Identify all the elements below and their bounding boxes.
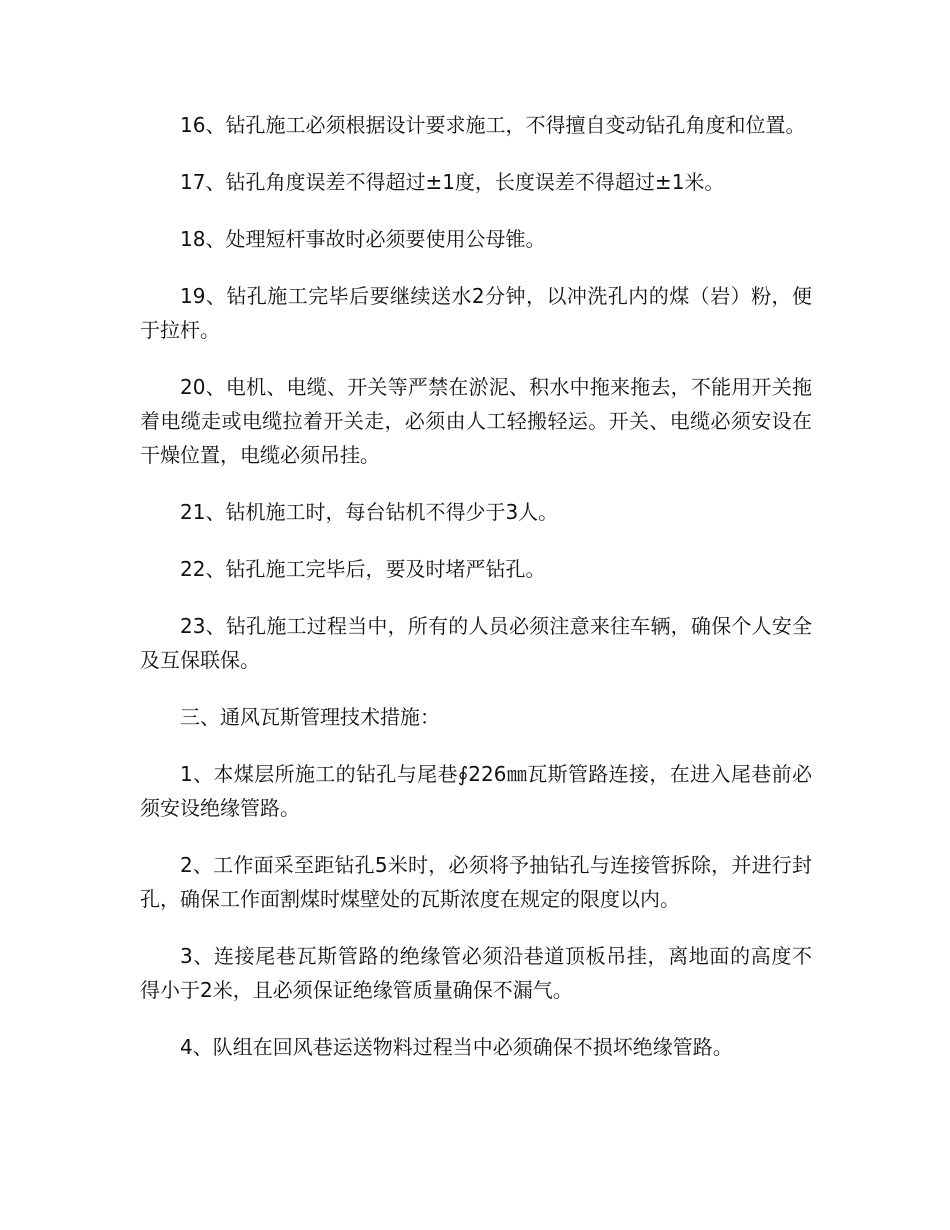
paragraph-item-16: 16、钻孔施工必须根据设计要求施工，不得擅自变动钻孔角度和位置。 [180, 113, 806, 137]
paragraph-item-1: 1、本煤层所施工的钻孔与尾巷∮226㎜瓦斯管路连接，在进入尾巷前必须安设绝缘管路。 [140, 762, 812, 820]
paragraph-item-22: 22、钻孔施工完毕后，要及时堵严钻孔。 [180, 557, 546, 581]
paragraph-item-17: 17、钻孔角度误差不得超过±1度，长度误差不得超过±1米。 [180, 170, 725, 194]
paragraph-item-2: 2、工作面采至距钻孔5米时，必须将予抽钻孔与连接管拆除，并进行封孔，确保工作面割煤时煤壁处的瓦斯浓度在规定的限度以内。 [140, 853, 812, 911]
section-heading-ventilation: 三、通风瓦斯管理技术措施： [180, 705, 440, 729]
paragraph-item-20: 20、电机、电缆、开关等严禁在淤泥、积水中拖来拖去，不能用开关拖着电缆走或电缆拉着开关走，必须由人工轻搬轻运。开关、电缆必须安设在干燥位置，电缆必须吊挂。 [140, 375, 812, 467]
paragraph-item-3: 3、连接尾巷瓦斯管路的绝缘管必须沿巷道顶板吊挂，离地面的高度不得小于2米，且必须保证绝缘管质量确保不漏气。 [140, 944, 812, 1002]
paragraph-item-19: 19、钻孔施工完毕后要继续送水2分钟，以冲洗孔内的煤（岩）粉，便于拉杆。 [140, 284, 812, 342]
document-body [140, 108, 812, 1087]
paragraph-item-4: 4、队组在回风巷运送物料过程当中必须确保不损坏绝缘管路。 [180, 1035, 733, 1059]
paragraph-item-21: 21、钻机施工时，每台钻机不得少于3人。 [180, 500, 559, 524]
paragraph-item-18: 18、处理短杆事故时必须要使用公母锥。 [180, 227, 546, 251]
paragraph-item-23: 23、钻孔施工过程当中，所有的人员必须注意来往车辆，确保个人安全及互保联保。 [140, 614, 812, 672]
